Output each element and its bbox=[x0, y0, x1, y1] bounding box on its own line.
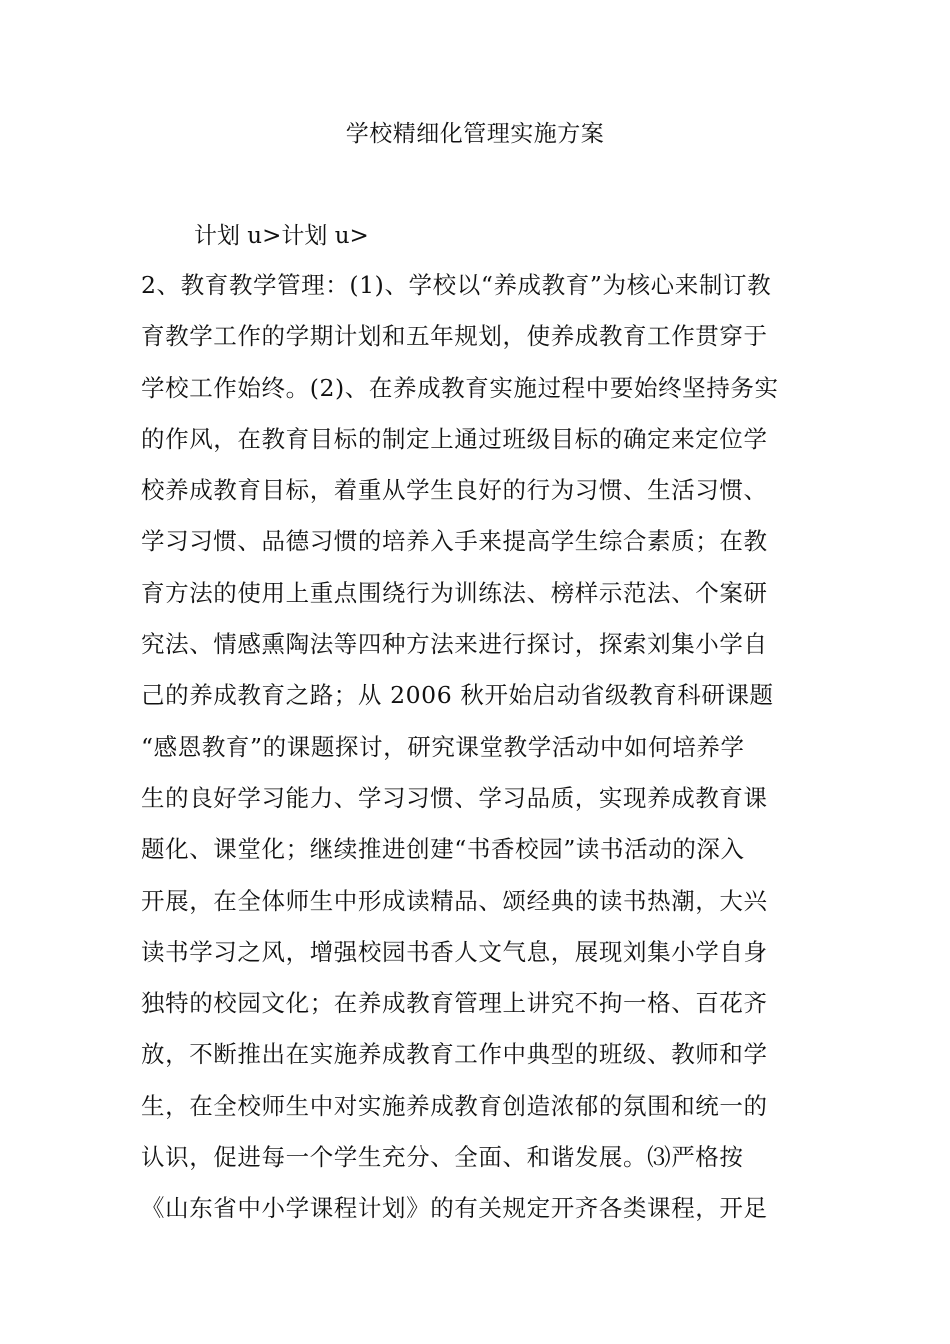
body-line: 读书学习之风，增强校园书香人文气息，展现刘集小学自身 bbox=[141, 937, 768, 966]
body-line: 开展，在全体师生中形成读精品、颂经典的读书热潮，大兴 bbox=[141, 886, 768, 915]
body-line: 己的养成教育之路；从 2006 秋开始启动省级教育科研课题 bbox=[141, 681, 774, 710]
document-subheading: 计划 u>计划 u> bbox=[194, 223, 369, 249]
body-line: 生，在全校师生中对实施养成教育创造浓郁的氛围和统一的 bbox=[141, 1091, 768, 1120]
body-line: “感恩教育”的课题探讨，研究课堂教学活动中如何培养学 bbox=[141, 732, 745, 761]
body-line: 2、教育教学管理：(1)、学校以“养成教育”为核心来制订教 bbox=[141, 271, 772, 299]
body-line: 题化、课堂化；继续推进创建“书香校园”读书活动的深入 bbox=[141, 835, 745, 864]
body-line: 生的良好学习能力、学习习惯、学习品质，实现养成教育课 bbox=[141, 783, 768, 812]
body-line: 育教学工作的学期计划和五年规划，使养成教育工作贯穿于 bbox=[141, 322, 768, 351]
body-line: 究法、情感熏陶法等四种方法来进行探讨，探索刘集小学自 bbox=[141, 630, 768, 659]
body-line: 的作风，在教育目标的制定上通过班级目标的确定来定位学 bbox=[141, 424, 768, 453]
document-title: 学校精细化管理实施方案 bbox=[345, 121, 605, 147]
body-line: 放，不断推出在实施养成教育工作中典型的班级、教师和学 bbox=[141, 1040, 768, 1069]
body-line: 学校工作始终。(2)、在养成教育实施过程中要始终坚持务实 bbox=[141, 373, 779, 402]
body-line: 育方法的使用上重点围绕行为训练法、榜样示范法、个案研 bbox=[141, 578, 768, 607]
document-body bbox=[141, 266, 841, 1241]
body-line: 学习习惯、品德习惯的培养入手来提高学生综合素质；在教 bbox=[141, 527, 768, 556]
body-line: 校养成教育目标，着重从学生良好的行为习惯、生活习惯、 bbox=[141, 476, 768, 505]
body-line: 认识，促进每一个学生充分、全面、和谐发展。⑶严格按 bbox=[141, 1143, 744, 1172]
body-line: 独特的校园文化；在养成教育管理上讲究不拘一格、百花齐 bbox=[141, 989, 768, 1018]
body-line: 《山东省中小学课程计划》的有关规定开齐各类课程，开足 bbox=[141, 1194, 768, 1223]
